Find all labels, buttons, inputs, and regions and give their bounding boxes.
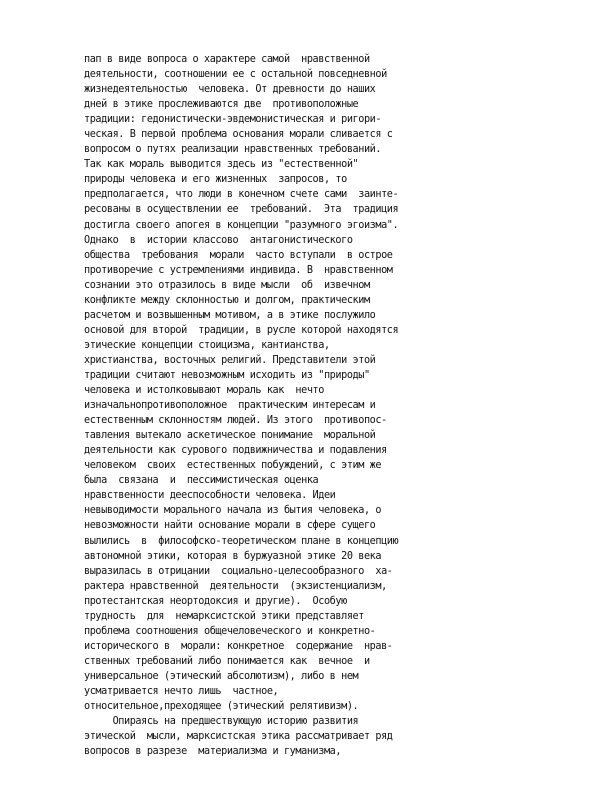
text-line: противоречие с устремлениями индивида. В нравственном: [84, 264, 393, 276]
text-line: этической мысли, марксистская этика рассматривает ряд: [84, 731, 393, 743]
text-line: ственных требований либо понимается как вечное и: [84, 655, 370, 667]
text-line: человеком своих естественных побуждений, с этим же: [84, 460, 382, 472]
text-line: сознании это отразилось в виде мысли об извечном: [84, 279, 370, 291]
text-line: человека и истолковывают мораль как нечто: [84, 385, 324, 397]
text-line: естественным склонностям людей. Из этого противопос-: [84, 415, 387, 427]
text-line: Так как мораль выводится здесь из "естественной": [84, 159, 359, 171]
text-line: ресованы в осуществлении ее требований. Эта традиция: [84, 204, 399, 216]
text-line: конфликте между склонностью и долгом, практическим: [84, 294, 370, 306]
text-line: основой для второй традиции, в русле которой находятся: [84, 324, 399, 336]
text-line: вылились в философско-теоретическом плане в концепцию: [84, 535, 399, 547]
text-line: универсальное (этический абсолютизм), либо в нем: [84, 670, 359, 682]
text-line: этические концепции стоицизма, кантианства,: [84, 339, 330, 351]
text-line: была связана и пессимистическая оценка: [84, 475, 319, 487]
text-line: трудность для немарксистской этики представляет: [84, 610, 364, 622]
text-line: вопросов в разрезе материализма и гуманизма,: [84, 746, 342, 758]
text-line: автономной этики, которая в буржуазной этике 20 века: [84, 550, 382, 562]
text-line: деятельности как сурового подвижничества и подавления: [84, 445, 387, 457]
text-line: ческая. В первой проблема основания морали сливается с: [84, 129, 393, 141]
text-line: общества требования морали часто вступали в острое: [84, 249, 393, 261]
text-line: достигла своего апогея в концепции "разумного эгоизма".: [84, 219, 399, 231]
text-line: рактера нравственной деятельности (экзистенциализм,: [84, 580, 387, 592]
text-line: нравственности дееспособности человека. Идеи: [84, 490, 336, 502]
text-line: традиции: гедонистически-эвдемонистическая и ригори-: [84, 114, 382, 126]
text-line: пап в виде вопроса о характере самой нравственной: [84, 54, 370, 65]
text-line: Однако в истории классово антагонистического: [84, 234, 353, 246]
body-text: [84, 52, 484, 759]
text-line: выразилась в отрицании социально-целесообразного ха-: [84, 565, 393, 577]
text-line: невозможности найти основание морали в сфере сущего: [84, 520, 376, 532]
text-line: расчетом и возвышенным мотивом, а в этике послужило: [84, 309, 376, 321]
text-line: относительное,преходящее (этический релятивизм).: [84, 701, 359, 713]
text-line: усматривается нечто лишь частное,: [84, 685, 279, 697]
text-line: невыводимости морального начала из бытия человека, о: [84, 505, 382, 517]
text-line: христианства, восточных религий. Представители этой: [84, 354, 376, 366]
text-line: традиции считают невозможным исходить из "природы": [84, 369, 370, 381]
text-line: протестантская неортодоксия и другие). Особую: [84, 595, 347, 607]
text-line: деятельности, соотношении ее с остальной повседневной: [84, 69, 387, 81]
text-line: Опираясь на предшествующую историю развития: [84, 716, 359, 728]
text-line: тавления вытекало аскетическое понимание моральной: [84, 430, 376, 442]
text-line: изначальнопротивоположное практическим интересам и: [84, 400, 376, 412]
text-line: исторического в морали: конкретное содержание нрав-: [84, 640, 393, 652]
text-line: предполагается, что люди в конечном счете сами заинте-: [84, 189, 399, 201]
text-line: дней в этике прослеживаются две противоположные: [84, 99, 359, 111]
text-line: вопросом о путях реализации нравственных требований.: [84, 144, 382, 156]
text-line: природы человека и его жизненных запросов, то: [84, 174, 347, 186]
text-line: проблема соотношения общечеловеческого и конкретно-: [84, 625, 376, 637]
text-line: жизнедеятельностью человека. От древности до наших: [84, 84, 376, 96]
